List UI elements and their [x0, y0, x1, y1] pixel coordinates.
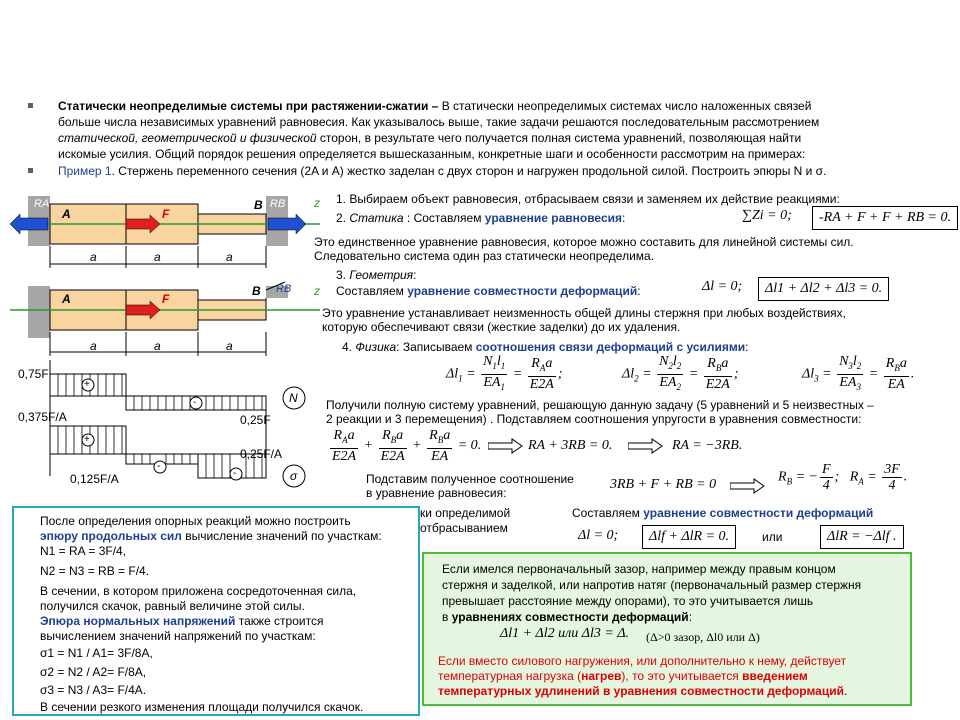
note-box-left	[12, 506, 420, 716]
note-r4: в уравнениях совместности деформаций:	[442, 610, 693, 624]
note-l2: эпюру продольных сил вычисление значений по участкам:	[40, 529, 382, 543]
eq-sub: 3RB + F + RB = 0	[610, 477, 717, 492]
step-2: 2. Статика : Составляем уравнение равновесия:	[336, 211, 626, 225]
eq-phys-2: $\Delta l_2$ = $\frac{N_2l_2}{EA_2}$ = $\frac{R_Ba}{E2A}$ ;	[622, 354, 739, 393]
arrow-3	[730, 478, 766, 494]
eq-dl: Δl = 0;	[702, 279, 743, 294]
step-3: 3. Геометрия:	[336, 268, 417, 282]
note-l7: Эпюра нормальных напряжений также строится	[40, 614, 324, 628]
para-9b: отбрасыванием	[420, 521, 508, 535]
dim-a3: a	[226, 250, 233, 264]
intro-heading: Статически неопределимые системы при растяжении-сжатии –	[58, 99, 439, 113]
para-2: Следовательно система один раз статически неопределима.	[314, 249, 655, 263]
eq-subst: $\frac{R_Aa}{E2A}$ + $\frac{R_Ba}{E2A}$ + $\frac{R_Ba}{EA}$ = 0.	[332, 428, 482, 464]
eq-ra2: RA = −3RB.	[672, 438, 743, 453]
intro-line-1: Статически неопределимые системы при растяжении-сжатии – В статически неопределимых системах число наложенных связей	[58, 99, 812, 113]
epure-s-name: σ	[290, 469, 298, 483]
step-1: 1. Выбираем объект равновесия, отбрасываем связи и заменяем их действие реакциями:	[336, 192, 840, 206]
label-a: A	[62, 207, 71, 221]
note-l11: σ3 = N3 / A3= F/4A.	[40, 683, 147, 697]
eq-equilibrium: -RA + F + F + RB = 0.	[812, 206, 958, 230]
or-label: или	[762, 530, 783, 544]
label-ra: RA	[34, 198, 50, 210]
beam-diagram	[10, 186, 320, 516]
eq-lr2: Δlf + ΔlR = 0.	[642, 525, 736, 549]
example-label: Пример 1	[58, 164, 112, 178]
intro-line-2: больше числа независимых уравнений равновесия. Как указывалось выше, такие задачи решаются последовательным рассмотрением	[58, 115, 820, 129]
epure-s-minus-2: -	[233, 468, 237, 479]
label-z: z	[314, 196, 320, 210]
arrow-2	[628, 438, 664, 454]
dim-a1: a	[90, 250, 97, 264]
note-r7: температурных удлинений в уравнения совместности деформаций.	[438, 684, 848, 698]
para-10: Составляем уравнение совместности деформаций	[572, 506, 874, 520]
epure-n-top: 0,75F	[18, 367, 49, 381]
para-9a: ки определимой	[420, 506, 511, 520]
para-8: в уравнение равновесия:	[366, 486, 507, 500]
eq-compatibility: Δl1 + Δl2 + Δl3 = 0.	[758, 277, 889, 301]
bullet	[28, 103, 33, 108]
intro-line-4: искомые усилия. Общий порядок решения определяется вышесказанным, конкретные шаги и особенности рассмотрим на примерах:	[58, 147, 806, 161]
step-3b: Составляем уравнение совместности деформаций:	[336, 284, 641, 298]
epure-s-bottom: 0,125F/A	[70, 472, 119, 486]
epure-s-plus: +	[84, 434, 90, 445]
bullet	[28, 168, 33, 173]
example-line: Пример 1. Стержень переменного сечения (2A и A) жестко заделан с двух сторон и нагружен продольной силой. Построить эпюры N и σ.	[58, 164, 827, 178]
dim-a3-2: a	[226, 339, 233, 353]
para-1: Это единственное уравнение равновесия, которое можно составить для линейной системы сил.	[314, 235, 854, 249]
eq-phys-1: $\Delta l_1$ = $\frac{N_1l_1}{EA_1}$ = $\frac{R_Aa}{E2A}$ ;	[446, 354, 563, 393]
label-f: F	[162, 207, 170, 221]
step-4: 4. Физика: Записываем соотношения связи деформаций с усилиями:	[342, 340, 749, 354]
epure-n-minus: -	[193, 397, 197, 408]
note-l1: После определения опорных реакций можно построить	[40, 514, 351, 528]
note-l12: В сечении резкого изменения площади получился скачок.	[40, 700, 364, 714]
epure-s-minus: -	[157, 461, 161, 472]
para-6: 2 реакции и 3 перемещения) . Подставляем соотношения упругости в уравнения совместности:	[326, 412, 862, 426]
note-l3: N1 = RA = 3F/4,	[40, 544, 127, 558]
para-7: Подставим полученное соотношение	[366, 472, 574, 486]
para-5: Получили полную систему уравнений, решающую данную задачу (5 уравнений и 5 неизвестных –	[326, 398, 874, 412]
dim-a2: a	[154, 250, 161, 264]
arrow-1	[488, 438, 524, 454]
note-l6: получился скачок, равный величине этой силы.	[40, 599, 305, 613]
note-r-eq: Δl1 + Δl2 или Δl3 = Δ.	[500, 626, 630, 641]
label-b-2: B	[252, 284, 261, 298]
label-rb-2: RB	[276, 283, 292, 295]
dim-a2-2: a	[154, 339, 161, 353]
eq-ra: RA + 3RB = 0.	[528, 438, 613, 453]
label-rb: RB	[270, 198, 286, 210]
eq-phys-3: $\Delta l_3$ = $\frac{N_3l_2}{EA_3}$ = $\frac{R_Ba}{EA}$ .	[802, 354, 915, 393]
note-r1: Если имелся первоначальный зазор, например между правым концом	[442, 562, 836, 576]
eq-lr: Δl = 0;	[578, 528, 619, 543]
para-4: которую обеспечивают связи (жесткие заделки) до их удаления.	[322, 320, 681, 334]
label-a-2: A	[62, 292, 71, 306]
dim-a1-2: a	[90, 339, 97, 353]
note-l10: σ2 = N2 / A2= F/8A,	[40, 665, 147, 679]
note-l5: В сечении, в котором приложена сосредоточенная сила,	[40, 584, 357, 598]
note-l8: вычислением значений напряжений по участкам:	[40, 629, 316, 643]
epure-s-mid: 0,25F/A	[240, 447, 283, 461]
label-z-2: z	[314, 284, 320, 298]
note-r2: стержня и заделкой, или напротив натяг (первоначальный размер стержня	[442, 578, 862, 592]
label-b: B	[254, 198, 263, 212]
note-l9: σ1 = N1 / A1= 3F/8A,	[40, 646, 153, 660]
note-r5: Если вместо силового нагружения, или дополнительно к нему, действует	[438, 654, 847, 668]
epure-n-plus: +	[84, 379, 90, 390]
epure-s-top: 0,375F/A	[18, 410, 67, 424]
eq-lr3: ΔlR = −Δlf .	[820, 525, 904, 549]
epure-n-bottom: 0,25F	[240, 413, 271, 427]
note-l4: N2 = N3 = RB = F/4.	[40, 564, 150, 578]
intro-line-3: статической, геометрической и физической сторон, в результате чего получается полная система уравнений, позволяющая найти	[58, 131, 802, 145]
note-r-eq2: (Δ>0 зазор, Δl0 или Δ)	[646, 630, 760, 644]
para-3: Это уравнение устанавливает неизменность общей длины стержня при любых воздействиях,	[322, 306, 847, 320]
wall-left-2	[28, 286, 50, 338]
eq-sum: ∑Zi = 0;	[742, 208, 792, 223]
eq-rb-result: $R_B$ = − $\frac{F}{4}$ ; $R_A$ = $\frac{3F}{4}$ .	[778, 462, 908, 493]
epure-n-name: N	[289, 391, 298, 405]
note-r3: превышает расстояние между опорами), то это учитывается лишь	[442, 594, 814, 608]
note-box-right	[422, 552, 912, 706]
note-r6: температурная нагрузка (нагрев), то это учитывается введением	[438, 669, 808, 683]
label-f-2: F	[162, 292, 170, 306]
